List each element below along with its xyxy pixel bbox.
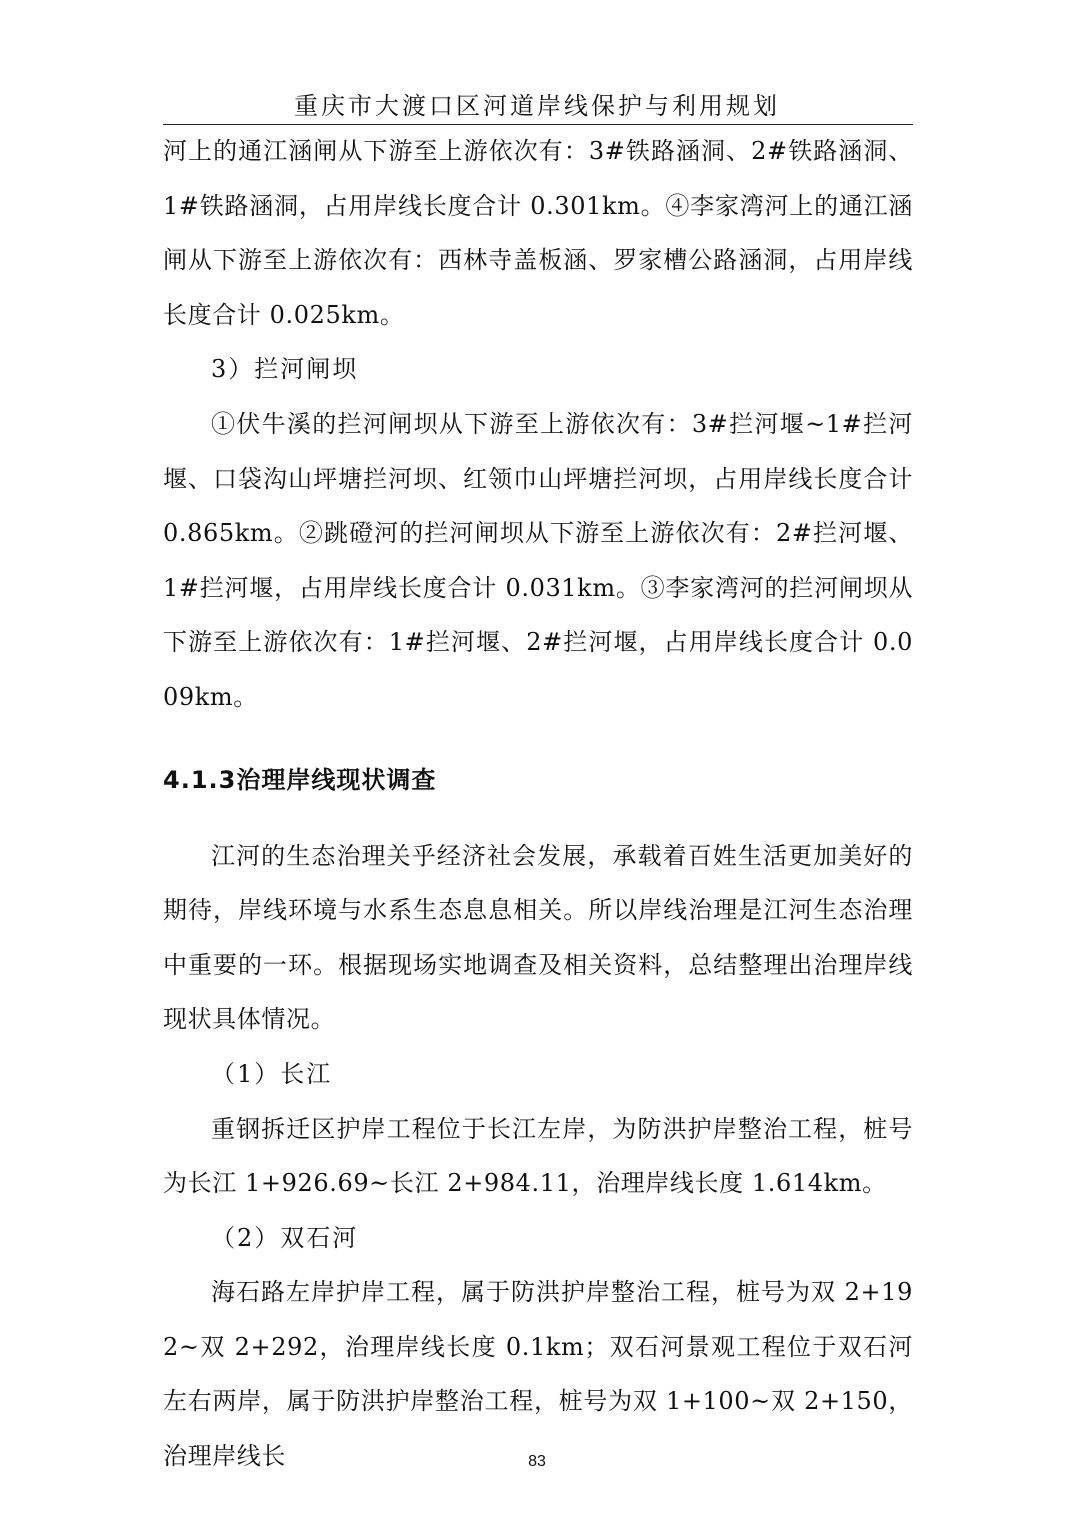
page-number: 83 xyxy=(528,1453,546,1470)
paragraph-governance-intro: 江河的生态治理关乎经济社会发展，承载着百姓生活更加美好的期待，岸线环境与水系生态息息相关。所以岸线治理是江河生态治理中重要的一环。根据现场实地调查及相关资料，总结整理出治理岸线现状具体情况。 xyxy=(163,841,913,1034)
paragraph-yangtze: 重钢拆迁区护岸工程位于长江左岸，为防洪护岸整治工程，桩号为长江 1+926.69~长江 2+984.11，治理岸线长度 1.614km。 xyxy=(163,1114,913,1198)
paragraph-weirs: ①伏牛溪的拦河闸坝从下游至上游依次有：3#拦河堰~1#拦河堰、口袋沟山坪塘拦河坝、红领巾山坪塘拦河坝，占用岸线长度合计 0.865km。②跳磴河的拦河闸坝从下游至上游依次有：2#拦河堰、1#拦河堰，占用岸线长度合计 0.031km。③李家湾河的拦河闸坝从下游至上游依次有：1#拦河堰、2#拦河堰，占用岸线长度合计 0.009km。 xyxy=(163,409,913,711)
paragraph-culverts-continued: 河上的通江涵闸从下游至上游依次有：3#铁路涵洞、2#铁路涵洞、1#铁路涵洞，占用岸线长度合计 0.301km。④李家湾河上的通江涵闸从下游至上游依次有：西林寺盖板涵、罗家槽公路涵洞，占用岸线长度合计 0.025km。 xyxy=(163,137,913,329)
paragraph-shuangshi-river: 海石路左岸护岸工程，属于防洪护岸整治工程，桩号为双 2+192~双 2+292，治理岸线长度 0.1km；双石河景观工程位于双石河左右两岸，属于防洪护岸整治工程，桩号为双 1+100~双 2+150，治理岸线长 xyxy=(163,1278,913,1471)
subheading-yangtze: （1）长江 xyxy=(211,1059,333,1088)
page-header-title: 重庆市大渡口区河道岸线保护与利用规划 xyxy=(294,92,780,120)
section-heading: 4.1.3治理岸线现状调查 xyxy=(163,765,437,794)
document-body xyxy=(163,124,913,1484)
subheading-shuangshi-river: （2）双石河 xyxy=(211,1223,359,1252)
spacer xyxy=(163,807,913,829)
subheading-weirs: 3）拦河闸坝 xyxy=(211,355,359,384)
spacer xyxy=(163,725,913,753)
